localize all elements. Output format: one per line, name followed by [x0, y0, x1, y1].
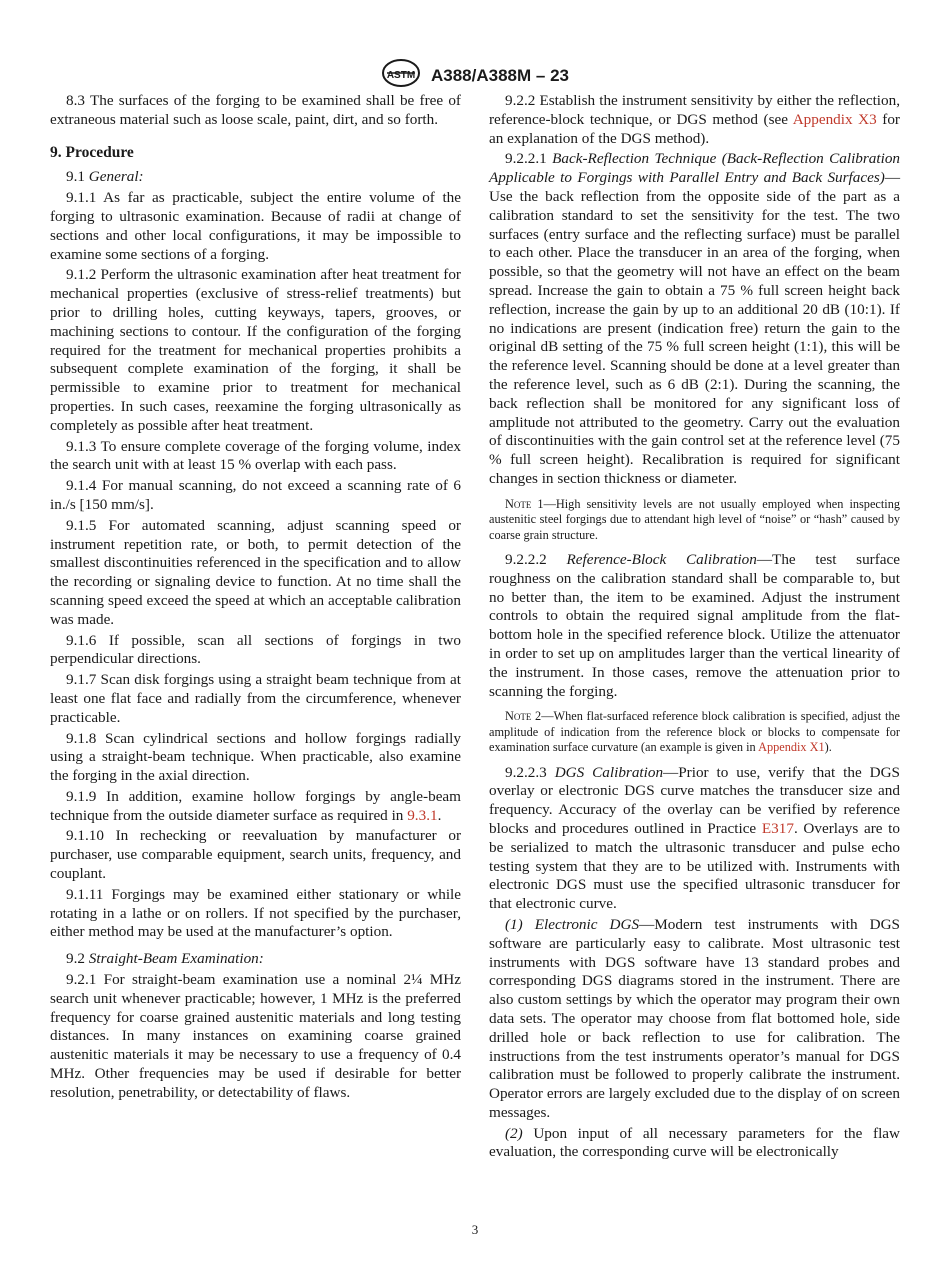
para-9-2-2-1: 9.2.2.1 Back-Reflection Technique (Back-Reflection Calibration Applicable to Forgings with Parallel Entry and Back Surfaces)—Use the back reflection from the opposite side of the part as a calibration standard to set the sensitivity for the test. The two surfaces (entry surface and the reflecting surface) must be parallel to each other. Place the transducer in an area of the forging, when possible, so that the geometry will not have an effect on the beam spread. Increase the gain to obtain a 75 % full screen height back reflection, increase the gain by up to an additional 20 dB (10:1). If no indications are present (indication free) return the gain to the original dB setting of the 75 % full screen height (1:1), this will be the reference level. Scanning should be done at a level greater than the reference level, such as 6 dB (2:1). During the scanning, the back reflection shall be monitored for any significant loss of amplitude not attributed to the geometry. Carry out the evaluation of discontinuities with the gain control set at the reference level (75 % full screen height). Recalibration is required for significant changes in section thickness or diameter.: [489, 150, 901, 487]
para-9-1: 9.1 General:: [66, 168, 144, 186]
para-9-1-1: 9.1.1 As far as practicable, subject the entire volume of the forging to ultrasonic examination. Because of radii at change of sections and other local configurations, it may be impossible to examine some sections of a forging.: [50, 189, 461, 263]
para-9-1-2: 9.1.2 Perform the ultrasonic examination after heat treatment for mechanical properties (exclusive of stress-relief treatments) but prior to drilling holes, cutting keyways, tapers, grooves, or machining sections to contour. If the configuration of the forging required for the treatment for mechanical properties prohibits a subsequent complete examination of the forging, it shall be permissible to examine prior to treatment for mechanical properties. In such cases, reexamine the forging ultrasonically as completely as possible after heat treatment.: [50, 266, 461, 434]
para-9-2-1: 9.2.1 For straight-beam examination use a nominal 2¼ MHz search unit whenever practicable; however, 1 MHz is the preferred frequency for coarse grained austenitic materials and long testing distances. In many instances on examining coarse grained austenitic materials it may be necessary to use a frequency of 0.4 MHz. Other frequencies may be used if desirable for better resolution, penetrability, or detectability of flaws.: [50, 971, 461, 1101]
page-header: [0, 58, 950, 93]
link-appendix-x3[interactable]: Appendix X3: [792, 110, 877, 128]
link-9-3-1[interactable]: 9.3.1: [407, 806, 438, 824]
note-1: Note 1—High sensitivity levels are not usually employed when inspecting austenitic steel forgings due to attendant high level of “noise” or “hash” caused by coarse grain structure.: [489, 496, 900, 542]
para-9-1-10: 9.1.10 In rechecking or reevaluation by manufacturer or purchaser, use comparable equipment, search units, frequency, and couplant.: [50, 827, 461, 883]
para-flaw-evaluation: (2) Upon input of all necessary parameters for the flaw evaluation, the corresponding curve will be electronically: [489, 1124, 900, 1161]
para-electronic-dgs: (1) Electronic DGS—Modern test instruments with DGS software are particularly easy to calibrate. Most ultrasonic test instruments with DGS software have 13 standard probes and corresponding DGS diagrams stored in the instrument. There are also custom settings by which the operator may program their own data sets. The operator may choose from flat bottomed hole, side drilled hole or back reflection to use for calibration. The instructions from the test instruments operator’s manual for DGS calibration must be followed to properly calibrate the instrument. Operator errors are largely excluded due to the display of on screen messages.: [489, 915, 900, 1121]
link-appendix-x1[interactable]: Appendix X1: [758, 740, 825, 755]
para-8-3: 8.3 The surfaces of the forging to be examined shall be free of extraneous material such as loose scale, paint, dirt, and so forth.: [50, 92, 461, 128]
para-9-1-8: 9.1.8 Scan cylindrical sections and hollow forgings radially using a straight-beam technique. When practicable, also examine the forging in the axial direction.: [50, 729, 461, 785]
para-9-2: 9.2 Straight-Beam Examination:: [66, 950, 264, 968]
para-9-1-3: 9.1.3 To ensure complete coverage of the forging volume, index the search unit with at least 15 % overlap with each pass.: [50, 437, 461, 474]
link-e317[interactable]: E317: [761, 819, 794, 837]
para-9-2-2-3: 9.2.2.3 DGS Calibration—Prior to use, verify that the DGS overlay or electronic DGS curve matches the transducer size and frequency. Accuracy of the overlay can be verified by reference blocks and procedures outlined in Practice E317. Overlays are to be serialized to match the ultrasonic transducer and pulse echo testing system that they are to be utilized with. Instruments with electronic DGS must use the specified ultrasonic transducer for that electronic curve.: [489, 763, 900, 913]
para-9-1-5: 9.1.5 For automated scanning, adjust scanning speed or instrument repetition rate, or both, to permit detection of the smallest discontinuities referenced in the specification and to allow the recording or signaling device to function. At no time shall the scanning speed exceed the speed at which an acceptable calibration was made.: [50, 516, 461, 628]
astm-logo-icon: [381, 58, 421, 93]
section-heading-procedure: 9. Procedure: [50, 143, 134, 161]
para-9-1-9: 9.1.9 In addition, examine hollow forgings by angle-beam technique from the outside diameter surface as required in 9.3.1.: [50, 787, 461, 824]
para-9-1-4: 9.1.4 For manual scanning, do not exceed a scanning rate of 6 in./s [150 mm/s].: [50, 477, 461, 513]
document-id: A388/A388M – 23: [431, 65, 569, 85]
svg-text:ASTM: ASTM: [386, 70, 416, 81]
note-2: Note 2—When flat-surfaced reference block calibration is specified, adjust the amplitude of indication from the reference block or blocks to compensate for examination surface curvature (an example is given in Appendix X1).: [489, 709, 900, 755]
left-column: [50, 92, 461, 1105]
right-column: [489, 92, 900, 1164]
para-9-1-6: 9.1.6 If possible, scan all sections of forgings in two perpendicular directions.: [50, 631, 461, 668]
para-9-2-2: 9.2.2 Establish the instrument sensitivity by either the reflection, reference-block technique, or DGS method (see Appendix X3 for an explanation of the DGS method).: [489, 92, 900, 147]
para-9-2-2-2: 9.2.2.2 Reference-Block Calibration—The test surface roughness on the calibration standard shall be comparable to, but no better than, the item to be examined. Adjust the instrument controls to obtain the required signal amplitude from the flat-bottom hole in the specified reference block. Utilize the attenuator in order to set up on amplitudes larger than the vertical linearity of the instrument. In those cases, remove the attenuation prior to scanning the forging.: [489, 550, 901, 700]
page-number: 3: [471, 1222, 479, 1237]
para-9-1-11: 9.1.11 Forgings may be examined either stationary or while rotating in a lathe or on rollers. If not specified by the purchaser, either method may be used at the manufacturer’s option.: [50, 885, 461, 941]
para-9-1-7: 9.1.7 Scan disk forgings using a straight beam technique from at least one flat face and radially from the circumference, whenever practicable.: [50, 671, 461, 726]
